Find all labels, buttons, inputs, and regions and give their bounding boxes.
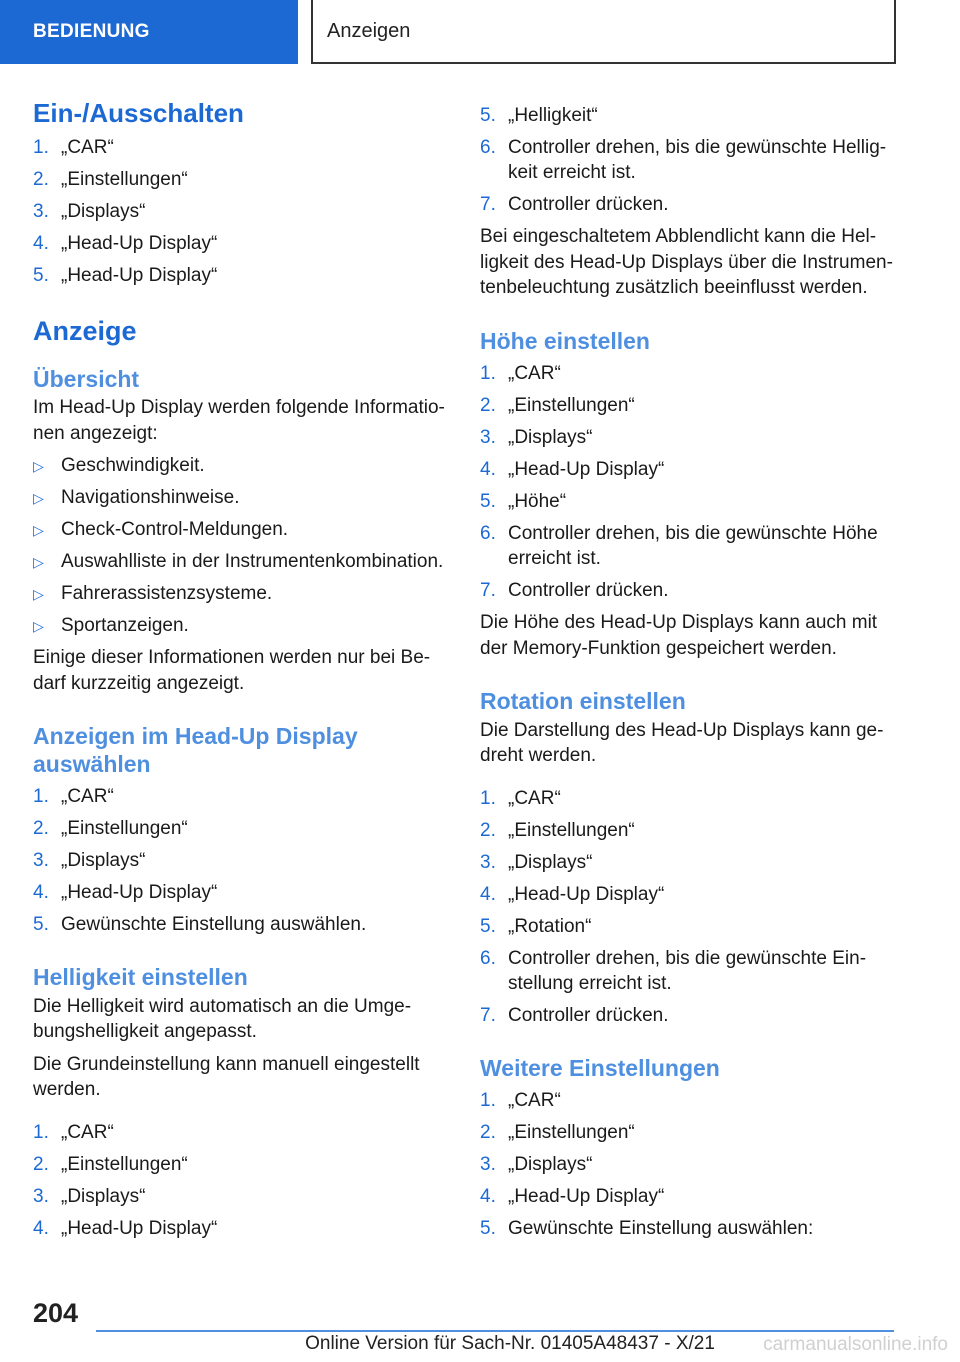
hoehe-note: Die Höhe des Head-Up Displays kann auch mit der Memory-Funktion gespeichert werden. (480, 612, 878, 659)
list-item: 2. „Einstellungen“ (480, 819, 635, 841)
helligkeit-p1: Die Helligkeit wird automatisch an die Umge-bungshelligkeit angepasst. (33, 995, 412, 1043)
list-item: 6. Controller drehen, bis die gewünschte Hellig-keit erreicht ist. (480, 137, 887, 183)
uebersicht-intro: Im Head-Up Display werden folgende Informatio-nen angezeigt: (33, 397, 445, 444)
list-item: 2. „Einstellungen“ (480, 395, 635, 417)
list-item: ▷ Auswahlliste in der Instrumentenkombination. (33, 551, 444, 573)
steps-hoehe (480, 361, 900, 603)
uebersicht-note: Einige dieser Informationen werden nur bei Be-darf kurzzeitig angezeigt. (33, 647, 431, 694)
list-item: 1. „CAR“ (33, 786, 114, 808)
list-item: 2. „Einstellungen“ (480, 1122, 635, 1144)
list-item: 6. Controller drehen, bis die gewünschte Ein-stellung erreicht ist. (480, 947, 867, 994)
section-tab (0, 0, 298, 64)
watermark: carmanualsonline.info (763, 1334, 948, 1355)
steps-ein-aus (33, 135, 453, 288)
list-item: 7. Controller drücken. (480, 194, 669, 215)
right-column (480, 103, 900, 1248)
footer-divider (96, 1330, 894, 1332)
list-item: 3. „Displays“ (480, 851, 593, 873)
list-item: 7. Controller drücken. (480, 1004, 669, 1026)
list-item: 3. „Displays“ (33, 850, 146, 872)
list-item: 5. Gewünschte Einstellung auswählen: (480, 1218, 814, 1240)
list-item: 5. „Rotation“ (480, 915, 592, 937)
helligkeit-note: Bei eingeschaltetem Abblendlicht kann die Hel-ligkeit des Head-Up Displays über die Instrumen-tenbeleuchtung zusätzlich beeinflusst werden. (480, 226, 893, 298)
list-item: 7. Controller drücken. (480, 580, 669, 602)
steps-rotation (480, 786, 900, 1028)
list-item: 1. „CAR“ (33, 137, 114, 159)
list-item: 4. „Head-Up Display“ (480, 1186, 665, 1208)
list-item: ▷ Geschwindigkeit. (33, 455, 205, 477)
steps-auswaehlen (33, 784, 453, 937)
steps-helligkeit-cont (480, 103, 900, 217)
list-item: 4. „Head-Up Display“ (33, 882, 218, 904)
list-item: 1. „CAR“ (33, 1121, 114, 1143)
list-item: 6. Controller drehen, bis die gewünschte Höhe erreicht ist. (480, 523, 878, 570)
list-item: 4. „Head-Up Display“ (480, 459, 665, 481)
heading-anzeige: Anzeige (33, 316, 137, 347)
section-label: BEDIENUNG (33, 21, 150, 42)
heading-helligkeit: Helligkeit einstellen (33, 964, 248, 991)
heading-ein-aus: Ein-/Ausschalten (33, 98, 244, 128)
steps-helligkeit (33, 1120, 453, 1241)
list-item: ▷ Check-Control-Meldungen. (33, 519, 289, 541)
list-item: 4. „Head-Up Display“ (33, 1217, 218, 1239)
list-item: 1. „CAR“ (480, 1090, 561, 1112)
list-item: 1. „CAR“ (480, 787, 561, 809)
helligkeit-p2: Die Grundeinstellung kann manuell eingestellt werden. (33, 1053, 420, 1101)
heading-rotation: Rotation einstellen (480, 688, 686, 715)
heading-hoehe: Höhe einstellen (480, 327, 650, 354)
chapter-label: Anzeigen (327, 19, 411, 42)
list-item: 3. „Displays“ (33, 201, 146, 223)
steps-weitere (480, 1088, 900, 1241)
list-item: 2. „Einstellungen“ (33, 1153, 188, 1175)
list-item: 3. „Displays“ (33, 1185, 146, 1207)
list-item: 3. „Displays“ (480, 427, 593, 449)
list-item: 5. „Helligkeit“ (480, 105, 598, 126)
list-item: 2. „Einstellungen“ (33, 169, 188, 191)
heading-auswaehlen: Anzeigen im Head-Up Display auswählen (33, 723, 358, 777)
list-item: 4. „Head-Up Display“ (33, 233, 218, 255)
rotation-intro: Die Darstellung des Head-Up Displays kann ge-dreht werden. (480, 719, 884, 767)
list-item: 5. „Head-Up Display“ (33, 265, 218, 287)
list-item: 5. „Höhe“ (480, 491, 567, 513)
footer-version: Online Version für Sach-Nr. 01405A48437 - X/21 (305, 1333, 715, 1354)
heading-weitere: Weitere Einstellungen (480, 1054, 720, 1081)
list-item: 3. „Displays“ (480, 1154, 593, 1176)
list-item: 4. „Head-Up Display“ (480, 883, 665, 905)
list-item: 2. „Einstellungen“ (33, 818, 188, 840)
chapter-header (311, 0, 896, 64)
list-item: ▷ Navigationshinweise. (33, 487, 240, 509)
uebersicht-list (33, 453, 453, 638)
list-item: ▷ Sportanzeigen. (33, 615, 189, 637)
heading-uebersicht: Übersicht (33, 365, 140, 392)
page-number: 204 (33, 1298, 79, 1328)
list-item: 5. Gewünschte Einstellung auswählen. (33, 914, 367, 936)
left-column (33, 98, 453, 1248)
list-item: 1. „CAR“ (480, 363, 561, 385)
list-item: ▷ Fahrerassistenzsysteme. (33, 583, 273, 605)
